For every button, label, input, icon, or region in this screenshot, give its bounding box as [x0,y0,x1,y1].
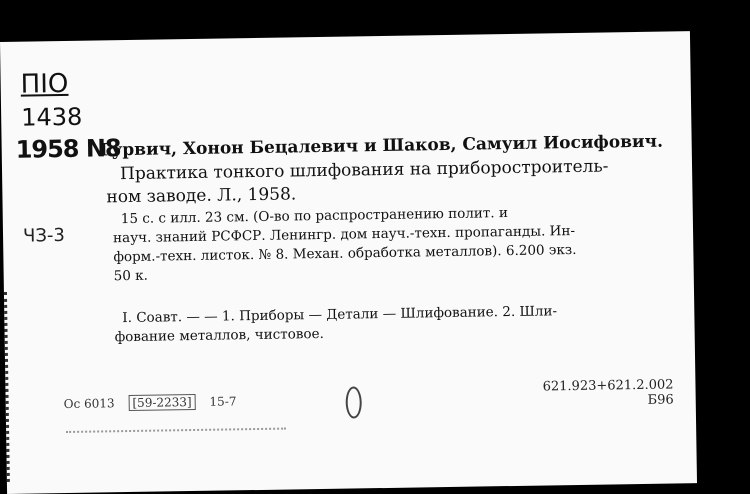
card-punch-hole [345,386,362,418]
footer-number: 15-7 [209,394,237,409]
subject-line: I. Соавт. — — 1. Приборы — Детали — Шлифование. 2. Шли- [122,303,558,327]
shelf-mark-number: 1438 [20,102,83,132]
footer-left-codes [64,394,247,411]
faded-print-line [66,428,286,433]
description-line: 50 к. [113,267,149,285]
margin-handwritten-mark: ЧЗ-3 [22,225,66,247]
subject-line: фование металлов, чистовое. [114,325,324,346]
title-line-1: Практика тонкого шлифования на приборостроитель- [119,156,609,185]
footer-boxed-code: [59-2233] [128,394,195,411]
description-line: науч. знаний РСФСР. Ленингр. дом науч.-техн. пропаганды. Ин- [112,222,576,247]
shelf-mark-prefix: ПІО [20,68,69,100]
footer-right-classification [543,377,674,409]
shelf-mark-year: 1958 N8 [15,134,121,164]
author-heading: Гурвич, Хонон Бецалевич и Шаков, Самуил Иосифович. [99,131,664,161]
card-edge-marks [4,292,14,482]
index-code: Б96 [647,392,674,408]
catalog-card [0,31,697,494]
title-line-2: ном заводе. Л., 1958. [106,184,297,208]
description-line: 15 с. с илл. 23 см. (О-во по распространению полит. и [120,205,509,228]
udc-code: 621.923+621.2.002 [542,377,674,395]
description-line: форм.-техн. листок. № 8. Механ. обработка металлов). 6.200 экз. [113,241,577,266]
footer-code: Ос 6013 [63,396,115,412]
